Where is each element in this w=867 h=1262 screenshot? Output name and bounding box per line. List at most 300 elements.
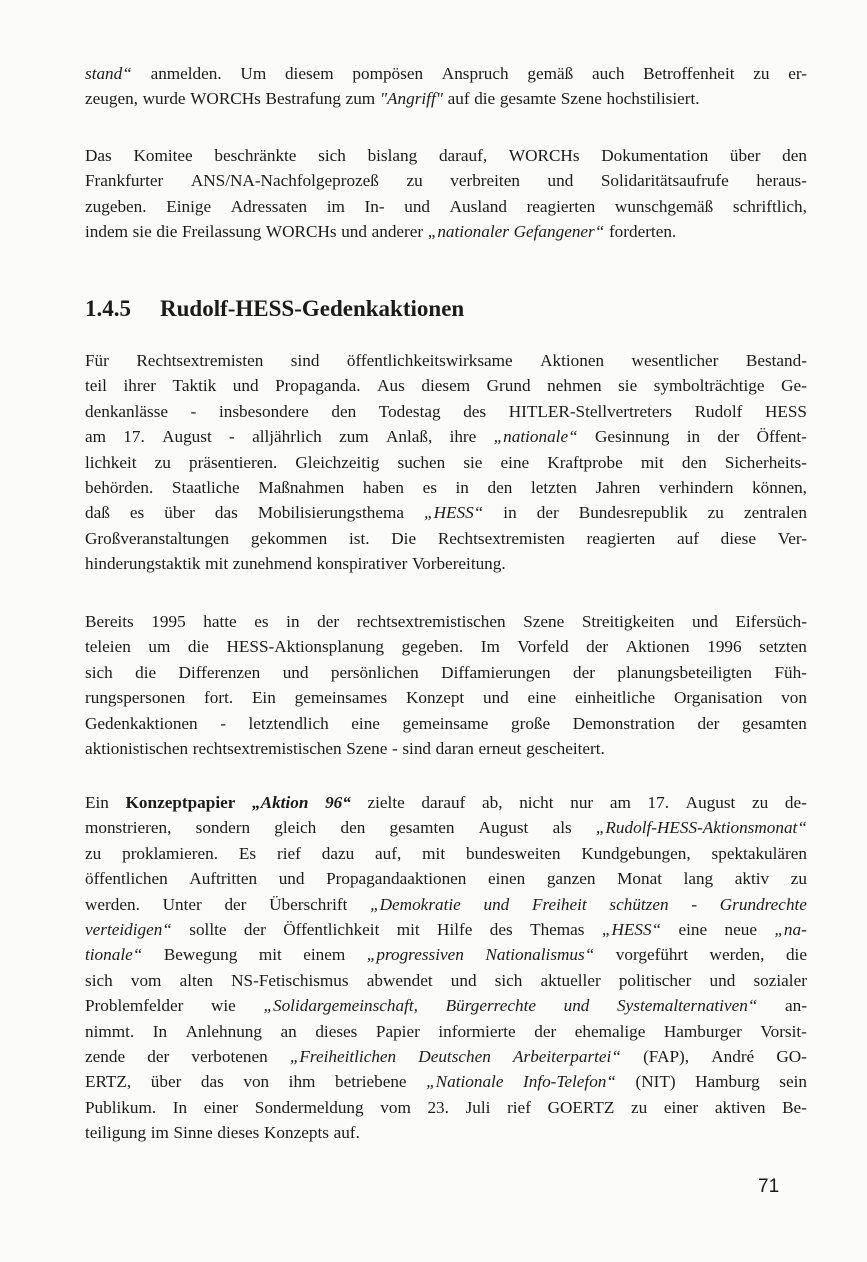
word: Komitee	[133, 146, 193, 165]
word: über	[729, 146, 761, 165]
word: Organisation	[673, 688, 763, 708]
word: Maßnahmen	[258, 477, 345, 497]
word: "Angriff"	[379, 89, 443, 109]
word: am	[609, 793, 631, 812]
word: darauf,	[438, 146, 488, 165]
word: Dokumentation	[601, 146, 709, 165]
word: gesamte	[499, 89, 557, 109]
word: „Rudolf-HESS-Aktionsmonat“	[595, 818, 807, 838]
word: haben	[362, 477, 404, 497]
word: abwendet	[366, 970, 433, 990]
word: Öffent-	[756, 427, 807, 447]
word: Das	[85, 146, 112, 165]
word: eine	[500, 452, 530, 472]
word: die	[187, 637, 209, 657]
word: Themas	[530, 919, 585, 939]
word: zu	[752, 793, 769, 812]
word: Problemfelder	[85, 996, 184, 1016]
word: Bestand-	[745, 351, 807, 370]
word: „HESS“	[601, 919, 662, 939]
word: Um	[240, 64, 267, 83]
word: gesamten	[741, 713, 807, 733]
word: heraus-	[756, 171, 807, 191]
word: die	[156, 222, 178, 242]
word: persönlichen	[330, 662, 419, 682]
text-line	[85, 475, 807, 500]
word: Unter	[162, 894, 202, 914]
word: Rechtsextremisten	[437, 528, 565, 548]
text-line	[85, 685, 807, 710]
word: teleien	[85, 637, 131, 657]
word: denkanlässe	[85, 401, 169, 421]
word: der	[534, 1021, 557, 1041]
word: Sondermeldung	[254, 1097, 364, 1117]
word: HITLER-Stellvertreters	[508, 401, 672, 421]
text-line	[85, 1019, 807, 1044]
word: 1996	[707, 637, 742, 657]
word: August	[478, 818, 529, 838]
word: Hilfe	[437, 919, 473, 939]
word: beschränkte	[214, 146, 297, 165]
word: Gesinnung	[594, 427, 670, 447]
word: In-	[364, 196, 385, 216]
word: öffentlichkeitswirksame	[346, 351, 513, 370]
word: und	[341, 222, 367, 242]
word: und	[692, 612, 718, 631]
word: nimmt.	[85, 1021, 135, 1041]
word: „nationaler	[427, 222, 509, 242]
word: Aktionen	[540, 351, 605, 370]
word: nicht	[519, 793, 554, 812]
word: Info-Telefon“	[523, 1072, 616, 1092]
word: alten	[179, 970, 213, 990]
section-heading	[85, 296, 464, 322]
word: den	[487, 477, 513, 497]
word: politischer	[618, 970, 692, 990]
word: Anspruch	[441, 64, 509, 83]
word: Rechtsextremisten	[136, 351, 264, 370]
text-line	[85, 86, 807, 111]
word: ihrer	[123, 376, 156, 396]
word: den	[782, 146, 807, 165]
word: mit	[205, 554, 229, 574]
word: Ausland	[449, 196, 507, 216]
word: gemäß	[527, 64, 574, 83]
word: und	[450, 970, 477, 990]
word: teil	[85, 376, 107, 396]
word: die	[474, 89, 496, 109]
word: er-	[788, 64, 807, 83]
section-number: 1.4.5	[85, 296, 131, 321]
word: zum	[339, 427, 369, 447]
word: nur	[570, 793, 594, 812]
word: in	[455, 477, 469, 497]
word: setzten	[759, 637, 807, 657]
word: 96“	[325, 793, 351, 812]
text-line	[85, 1044, 807, 1069]
word: aktionistischen	[85, 738, 189, 758]
word: hochstilisiert.	[606, 89, 700, 109]
word: Propagandaaktionen	[326, 869, 467, 889]
word: Grundrechte	[719, 894, 807, 914]
text-line	[85, 917, 807, 942]
word: zu	[753, 64, 770, 83]
text-line	[85, 373, 807, 398]
word: betriebene	[334, 1072, 407, 1092]
word: Todestag	[378, 401, 441, 421]
word: Solidaritätsaufrufe	[600, 171, 729, 191]
word: Nationalismus“	[485, 945, 595, 965]
word: sich	[494, 970, 523, 990]
word: „Nationale	[426, 1072, 504, 1092]
paragraph-intro	[85, 61, 807, 112]
word: In	[172, 1097, 188, 1117]
word: über	[150, 1072, 182, 1092]
word: Anlaß,	[385, 427, 433, 447]
word: André	[711, 1046, 755, 1066]
word: werden.	[85, 894, 140, 914]
text-line	[85, 736, 807, 761]
word: verbotenen	[191, 1046, 268, 1066]
word: alljährlich	[252, 427, 322, 447]
word: Hamburg	[695, 1072, 760, 1092]
word: insbesondere	[219, 401, 309, 421]
text-line	[85, 399, 807, 424]
word: Demonstration	[572, 713, 675, 733]
word: Vorsit-	[760, 1021, 807, 1041]
word: HESS	[764, 401, 807, 421]
word: ist.	[348, 528, 370, 548]
word: indem	[85, 222, 128, 242]
word: eine	[527, 688, 557, 708]
word: letzten	[531, 477, 577, 497]
word: rungspersonen	[85, 688, 186, 708]
word: gegeben.	[401, 637, 464, 657]
word: sozialer	[753, 970, 807, 990]
word: GOERTZ	[547, 1097, 615, 1117]
word: und	[482, 688, 509, 708]
word: den	[331, 401, 357, 421]
word: von	[781, 688, 807, 708]
word: sind	[290, 351, 320, 370]
word: der	[573, 662, 595, 682]
word: „HESS“	[424, 503, 484, 523]
word: lang	[683, 869, 714, 889]
word: ab,	[481, 793, 503, 812]
text-line	[85, 815, 807, 840]
word: Propaganda.	[275, 376, 361, 396]
word: sondern	[195, 818, 251, 838]
word: erneut	[478, 738, 522, 758]
word: Freiheit	[531, 894, 587, 914]
word: spektakulären	[711, 843, 807, 863]
word: verhindern	[658, 477, 734, 497]
word: und	[563, 996, 590, 1016]
text-line	[85, 1069, 807, 1094]
word: mit	[396, 919, 420, 939]
word: Systemalternativen“	[617, 996, 758, 1016]
word: Papier	[375, 1021, 420, 1041]
word: das	[214, 503, 238, 523]
word: WORCHs	[190, 89, 261, 109]
word: „Freiheitlichen	[289, 1046, 397, 1066]
word: zu	[85, 843, 102, 863]
word: Freilassung	[181, 222, 262, 242]
word: Gedenkaktionen	[85, 713, 198, 733]
word: zu	[154, 452, 171, 472]
word: „nationale“	[493, 427, 578, 447]
text-line	[85, 968, 807, 993]
word: Kundgebungen,	[581, 843, 691, 863]
word: darauf	[421, 793, 466, 812]
word: Betroffenheit	[643, 64, 735, 83]
word: dieses	[217, 1123, 260, 1143]
word: Bereits	[85, 612, 134, 631]
word: verteidigen“	[85, 919, 172, 939]
word: des	[489, 919, 513, 939]
word: einheitliche	[574, 688, 656, 708]
word: diese	[720, 528, 756, 548]
word: aktiv	[734, 869, 770, 889]
word: mit	[422, 843, 446, 863]
paragraph-konzeptpapier	[85, 790, 807, 1145]
word: Aktionen	[625, 637, 690, 657]
word: aktiven	[714, 1097, 766, 1117]
word: anderer	[371, 222, 424, 242]
word: des	[463, 401, 487, 421]
word: ganzen	[546, 869, 596, 889]
word: „na-	[774, 919, 807, 939]
word: einer	[203, 1097, 239, 1117]
word: Auftritten	[189, 869, 258, 889]
word: hatte	[203, 612, 237, 631]
text-line	[85, 993, 807, 1018]
word: als	[552, 818, 572, 838]
word: planungsbeteiligten	[617, 662, 753, 682]
word: rechtsextremistischen	[192, 738, 342, 758]
word: Szene	[560, 89, 602, 109]
word: öffentlichen	[85, 869, 168, 889]
word: zende	[85, 1046, 126, 1066]
word: symbolträchtige	[653, 376, 765, 396]
section-title: Rudolf-HESS-Gedenkaktionen	[160, 296, 465, 321]
word: gesamten	[389, 818, 455, 838]
word: Vorbereitung.	[411, 554, 506, 574]
text-line	[85, 551, 807, 576]
word: wie	[210, 996, 236, 1016]
word: Ge-	[781, 376, 807, 396]
word: sie	[132, 222, 152, 242]
word: der	[697, 713, 720, 733]
word: Gleichzeitig	[295, 452, 380, 472]
word: sich	[318, 146, 346, 165]
word: und	[232, 376, 259, 396]
word: konspirativer	[316, 554, 408, 574]
word: auch	[591, 64, 625, 83]
word: Grund	[486, 376, 531, 396]
word: auf.	[333, 1123, 360, 1143]
text-line	[85, 424, 807, 449]
text-line	[85, 841, 807, 866]
word: Szene	[523, 612, 565, 631]
word: zu	[630, 1097, 648, 1117]
word: reagierten	[586, 528, 656, 548]
word: ERTZ,	[85, 1072, 132, 1092]
word: Füh-	[774, 662, 807, 682]
word: und	[282, 662, 309, 682]
word: den	[340, 818, 366, 838]
text-line	[85, 143, 807, 168]
word: einen	[488, 869, 526, 889]
word: Bürgerrechte	[445, 996, 536, 1016]
text-line	[85, 660, 807, 685]
word: dazu	[321, 843, 355, 863]
word: Ver-	[777, 528, 807, 548]
word: Einige	[166, 196, 212, 216]
word: WORCHs	[265, 222, 337, 242]
word: HESS-Aktionsplanung	[226, 637, 385, 657]
word: Ein	[85, 793, 109, 812]
word: Arbeiterpartei“	[513, 1046, 621, 1066]
word: Im	[480, 637, 500, 657]
word: lichkeit	[85, 452, 137, 472]
word: Sinne	[173, 1123, 213, 1143]
word: und	[278, 869, 305, 889]
word: bundesweiten	[465, 843, 561, 863]
text-line	[85, 61, 807, 86]
word: Jahren	[595, 477, 641, 497]
word: zielte	[367, 793, 405, 812]
word: zeugen,	[85, 89, 138, 109]
word: Aus	[377, 376, 405, 396]
word: ihre	[449, 427, 477, 447]
word: Streitigkeiten	[581, 612, 675, 631]
text-line	[85, 500, 807, 525]
word: schützen	[609, 894, 669, 914]
word: auf,	[375, 843, 402, 863]
word: Gefangener“	[513, 222, 605, 242]
word: 17.	[123, 427, 145, 447]
text-line	[85, 790, 807, 815]
word: an-	[785, 996, 807, 1016]
word: zu	[790, 869, 807, 889]
word: August	[162, 427, 212, 447]
word: vom	[130, 970, 162, 990]
paragraph-streitigkeiten	[85, 609, 807, 761]
word: gemeinsames	[294, 688, 388, 708]
word: suchen	[397, 452, 446, 472]
word: vorgeführt	[615, 945, 689, 965]
word: eine	[351, 713, 380, 733]
word: im	[150, 1123, 169, 1143]
word: der	[586, 637, 609, 657]
word: letztendlich	[248, 713, 329, 733]
word: gekommen	[250, 528, 328, 548]
word: ANS/NA-Nachfolgeprozeß	[190, 171, 379, 191]
word: informierte	[438, 1021, 516, 1041]
word: Konzept	[405, 688, 465, 708]
word: können,	[752, 477, 807, 497]
text-line	[85, 711, 807, 736]
word: -	[220, 713, 226, 733]
word: der	[536, 503, 559, 523]
word: 23.	[427, 1097, 449, 1117]
word: eine	[678, 919, 708, 939]
word: Vorfeld	[517, 637, 569, 657]
word: mit	[258, 945, 282, 965]
word: August	[685, 793, 736, 812]
word: die	[785, 945, 807, 965]
word: Überschrift	[269, 894, 348, 914]
word: zum	[345, 89, 376, 109]
word: neue	[724, 919, 757, 939]
word: „Aktion	[252, 793, 309, 812]
word: Konzeptpapier	[125, 793, 236, 812]
text-line	[85, 219, 807, 244]
word: Szene	[346, 738, 388, 758]
word: der	[717, 427, 740, 447]
text-line	[85, 866, 807, 891]
word: tionale“	[85, 945, 143, 965]
word: in	[503, 503, 517, 523]
word: verbreiten	[450, 171, 520, 191]
word: vom	[380, 1097, 411, 1117]
word: und	[547, 171, 574, 191]
word: nehmen	[547, 376, 602, 396]
word: teiligung	[85, 1123, 147, 1143]
word: gemeinsame	[402, 713, 489, 733]
word: sie	[463, 452, 483, 472]
word: dieses	[315, 1021, 358, 1041]
word: forderten.	[608, 222, 677, 242]
word: rechtsextremistischen	[356, 612, 506, 631]
word: Adressaten	[230, 196, 308, 216]
word: monstrieren,	[85, 818, 172, 838]
word: ihm	[288, 1072, 316, 1092]
text-line	[85, 526, 807, 551]
word: Taktik	[172, 376, 217, 396]
word: daß	[85, 503, 110, 523]
word: -	[229, 427, 235, 447]
word: und	[483, 894, 510, 914]
word: 17.	[647, 793, 669, 812]
word: an	[280, 1021, 297, 1041]
word: sollte	[189, 919, 227, 939]
word: sich	[85, 662, 113, 682]
word: zu	[406, 171, 423, 191]
word: Für	[85, 351, 109, 370]
word: wesentlicher	[631, 351, 719, 370]
word: NS-Fetischismus	[231, 970, 349, 990]
word: Publikum.	[85, 1097, 157, 1117]
word: zentralen	[743, 503, 807, 523]
word: der	[147, 1046, 170, 1066]
word: Deutschen	[418, 1046, 491, 1066]
word: gleich	[274, 818, 317, 838]
word: Bewegung	[163, 945, 238, 965]
word: zugeben.	[85, 196, 147, 216]
word: es	[422, 477, 437, 497]
text-line	[85, 634, 807, 659]
word: es	[129, 503, 145, 523]
word: es	[254, 612, 269, 631]
page-number: 71	[758, 1176, 780, 1197]
word: diesem	[284, 64, 334, 83]
word: und	[709, 970, 736, 990]
word: ehemalige	[574, 1021, 646, 1041]
word: Diffamierungen	[441, 662, 551, 682]
word: GO-	[776, 1046, 807, 1066]
